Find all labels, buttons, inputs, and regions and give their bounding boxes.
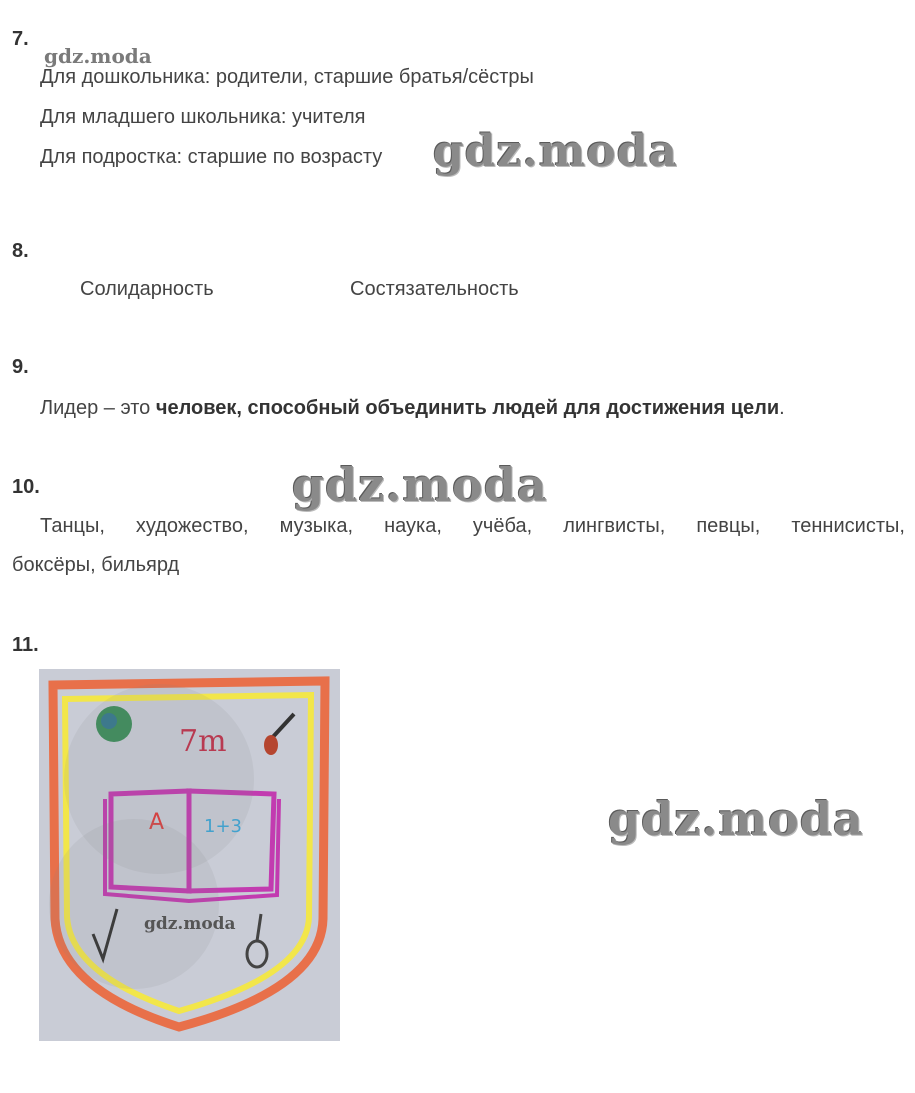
q8-solidarity: Солидарность xyxy=(80,278,214,300)
book-left-text: А xyxy=(149,810,165,835)
q7-line-teen: Для подростка: старшие по возрасту xyxy=(40,146,383,168)
q10-word: художество, xyxy=(135,515,249,537)
coat-of-arms-drawing xyxy=(39,669,340,1041)
q10-word: музыка, xyxy=(279,515,354,537)
q9-prefix: Лидер – это xyxy=(40,397,156,419)
q10-line-2: боксёры, бильярд xyxy=(12,554,180,576)
question-number-9: 9. xyxy=(12,356,29,378)
question-number-8: 8. xyxy=(12,240,29,262)
q7-line-junior: Для младшего школьника: учителя xyxy=(40,106,366,128)
q7-line-preschool: Для дошкольника: родители, старшие братья/сёстры xyxy=(40,66,534,88)
q10-line-1 xyxy=(40,515,905,538)
watermark-3: gdz.moda xyxy=(608,792,864,846)
question-number-10: 10. xyxy=(12,476,40,498)
book-right-text: 1+3 xyxy=(204,816,242,837)
watermark-small: gdz.moda xyxy=(44,44,152,68)
q9-suffix: . xyxy=(779,397,785,419)
question-number-7: 7. xyxy=(12,28,29,50)
watermark-1: gdz.moda xyxy=(433,126,679,177)
q9-definition xyxy=(40,397,785,420)
q10-word: лингвисты, xyxy=(563,515,666,537)
watermark-2: gdz.moda xyxy=(292,458,548,512)
watermark-circle xyxy=(49,819,219,989)
question-number-11: 11. xyxy=(12,634,39,656)
q10-word: учёба, xyxy=(472,515,533,537)
coat-of-arms-svg xyxy=(39,669,340,1041)
q10-word: Танцы, xyxy=(40,515,105,537)
drawing-top-text: 7m xyxy=(179,724,227,759)
brush-tip xyxy=(264,735,278,755)
q8-competitiveness: Состязательность xyxy=(350,278,519,300)
q10-word: теннисисты, xyxy=(791,515,905,537)
q9-bold-definition: человек, способный объединить людей для достижения цели xyxy=(155,397,780,419)
q10-word: певцы, xyxy=(696,515,761,537)
q10-word: наука, xyxy=(384,515,442,537)
drawing-watermark-text: gdz.moda xyxy=(144,914,236,934)
